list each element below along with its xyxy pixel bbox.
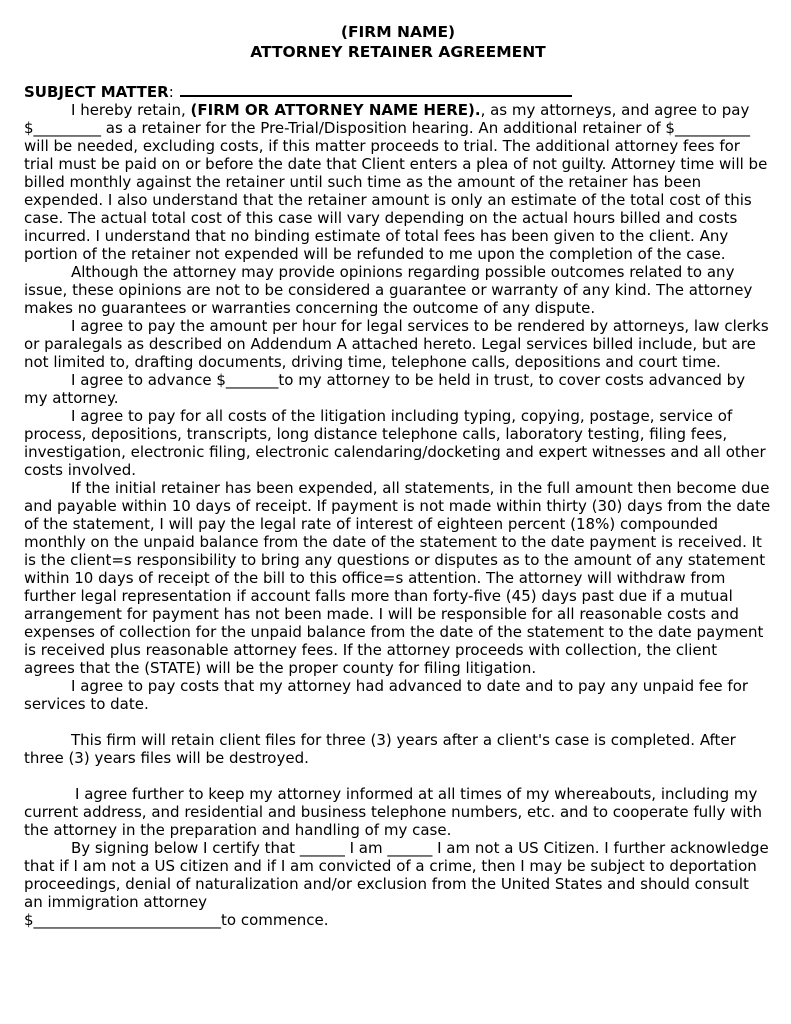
paragraph-retainer [24, 101, 772, 263]
document-page [24, 22, 772, 929]
spacer [24, 767, 772, 785]
spacer [24, 713, 772, 731]
document-title: ATTORNEY RETAINER AGREEMENT [250, 43, 546, 61]
paragraph-litigation-costs: I agree to pay for all costs of the litigation including typing, copying, postage, service of process, depositions, transcripts, long distance telephone calls, laboratory testing, filing fees, investigation, electronic filing, electronic calendaring/docketing and expert witnesses and all other costs involved. [24, 407, 766, 479]
firm-or-attorney-name: (FIRM OR ATTORNEY NAME HERE). [190, 101, 481, 119]
paragraph-trust-advance: I agree to advance $_______to my attorney to be held in trust, to cover costs advanced by my attorney. [24, 371, 746, 407]
paragraph-whereabouts: I agree further to keep my attorney informed at all times of my whereabouts, including my current address, and residential and business telephone numbers, etc. and to cooperate fully with the attorney in the preparation and handling of my case. [24, 785, 762, 839]
agreement-body [24, 101, 772, 929]
subject-matter-label: SUBJECT MATTER [24, 83, 169, 101]
paragraph-opinions: Although the attorney may provide opinions regarding possible outcomes related to any issue, these opinions are not to be considered a guarantee or warranty of any kind. The attorney makes no guarantees or warranties concerning the outcome of any dispute. [24, 263, 753, 317]
subject-matter-line [24, 80, 772, 101]
paragraph-hourly-rate: I agree to pay the amount per hour for legal services to be rendered by attorneys, law clerks or paralegals as described on Addendum A attached hereto. Legal services billed include, but are not limited to, drafting documents, driving time, telephone calls, depositions and court time. [24, 317, 769, 371]
retainer-text-post: , as my attorneys, and agree to pay $_________ as a retainer for the Pre-Trial/Disposition hearing. An additional retainer of $__________ will be needed, excluding costs, if this matter proceeds to trial. The additional attorney fees for trial must be paid on or before the date that Client enters a plea of not guilty. Attorney time will be billed monthly against the retainer until such time as the amount of the retainer has been expended. I also understand that the retainer amount is only an estimate of the total cost of this case. The actual total cost of this case will vary depending on the actual hours billed and costs incurred. I understand that no binding estimate of total fees has been given to the client. Any portion of the retainer not expended will be refunded to me upon the completion of the case. [24, 101, 768, 263]
firm-name: (FIRM NAME) [340, 23, 456, 41]
paragraph-file-retention: This firm will retain client files for three (3) years after a client's case is completed. After three (3) years files will be destroyed. [24, 731, 736, 767]
retainer-text-pre: I hereby retain, [71, 101, 191, 119]
subject-colon: : [168, 83, 174, 101]
paragraph-commence: $_________________________to commence. [24, 911, 329, 929]
paragraph-statements: If the initial retainer has been expended, all statements, in the full amount then become due and payable within 10 days of receipt. If payment is not made within thirty (30) days from the date of the statement, I will pay the legal rate of interest of eighteen percent (18%) compounded monthly on the unpaid balance from the date of the statement to the date payment is received. It is the client=s responsibility to bring any questions or disputes as to the amount of any statement within 10 days of receipt of the bill to this office=s attention. The attorney will withdraw from further legal representation if account falls more than forty-five (45) days past due if a mutual arrangement for payment has not been made. I will be responsible for all reasonable costs and expenses of collection for the unpaid balance from the date of the statement to the date payment is received plus reasonable attorney fees. If the attorney proceeds with collection, the client agrees that the (STATE) will be the proper county for filing litigation. [24, 479, 771, 677]
paragraph-citizenship: By signing below I certify that ______ I am ______ I am not a US Citizen. I further acknowledge that if I am not a US citizen and if I am convicted of a crime, then I may be subject to deportation proceedings, denial of naturalization and/or exclusion from the United States and should consult an immigration attorney [24, 839, 769, 911]
paragraph-advanced-costs: I agree to pay costs that my attorney had advanced to date and to pay any unpaid fee for services to date. [24, 677, 749, 713]
subject-matter-blank[interactable] [180, 80, 572, 97]
